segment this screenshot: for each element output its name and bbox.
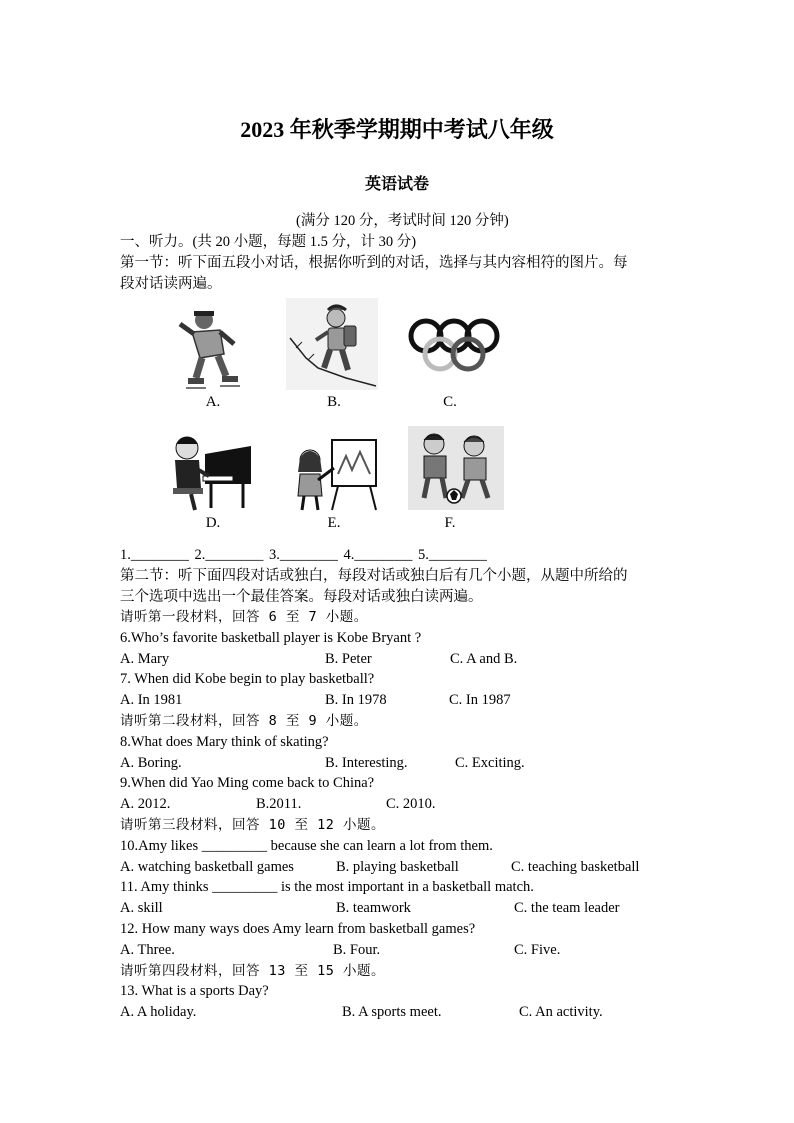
part1-instruction-line2: 段对话读两遍。 [120, 276, 222, 292]
question-text: 10.Amy likes _________ because she can learn a lot from them. [120, 838, 493, 854]
option-a: A. watching basketball games [120, 859, 294, 875]
exam-title: 2023 年秋季学期期中考试八年级 [240, 117, 554, 142]
option-b: B. Peter [325, 651, 372, 667]
picture-label-d: D. [205, 515, 221, 531]
option-b: B. Four. [333, 942, 381, 958]
option-c: C. 2010. [386, 796, 436, 812]
question-text: 13. What is a sports Day? [120, 983, 269, 999]
option-a: A. Mary [120, 651, 170, 667]
question-text: 6.Who’s favorite basketball player is Kobe Bryant ? [120, 630, 422, 646]
option-b: B. In 1978 [325, 692, 387, 708]
option-b: B. Interesting. [325, 755, 408, 771]
option-b: B. A sports meet. [342, 1004, 442, 1020]
skater-icon [164, 302, 256, 394]
exam-info: (满分 120 分，考试时间 120 分钟) [296, 213, 509, 229]
listening-note: 请听第三段材料，回答 10 至 12 小题。 [120, 817, 386, 833]
part2-instruction-line1: 第二节：听下面四段对话或独白，每段对话或独白后有几个小题，从题中所给的 [120, 568, 628, 584]
option-a: A. A holiday. [120, 1004, 197, 1020]
question-text: 8.What does Mary think of skating? [120, 734, 329, 750]
option-c: C. In 1987 [449, 692, 511, 708]
option-c: C. Exciting. [455, 755, 525, 771]
option-c: C. A and B. [450, 651, 518, 667]
part1-instruction-line1: 第一节：听下面五段小对话，根据你听到的对话，选择与其内容相符的图片。每 [120, 255, 628, 271]
hiker-icon [286, 298, 378, 390]
picture-label-a: A. [205, 394, 221, 410]
picture-label-f: F. [444, 515, 456, 531]
pianist-icon [165, 424, 253, 512]
section-header: 一、听力。(共 20 小题，每题 1.5 分，计 30 分) [120, 234, 417, 250]
listening-note: 请听第四段材料，回答 13 至 15 小题。 [120, 963, 386, 979]
option-b: B.2011. [256, 796, 302, 812]
olympic-rings-icon [404, 306, 504, 380]
option-a: A. Three. [120, 942, 175, 958]
listening-note: 请听第一段材料，回答 6 至 7 小题。 [120, 609, 368, 625]
option-c: C. the team leader [514, 900, 620, 916]
option-b: B. teamwork [336, 900, 411, 916]
option-c: C. Five. [514, 942, 561, 958]
listening-note: 请听第二段材料，回答 8 至 9 小题。 [120, 713, 368, 729]
question-text: 9.When did Yao Ming come back to China? [120, 775, 375, 791]
question-text: 12. How many ways does Amy learn from basketball games? [120, 921, 476, 937]
option-b: B. playing basketball [336, 859, 459, 875]
option-a: A. skill [120, 900, 163, 916]
picture-label-c: C. [443, 394, 457, 410]
exam-subject: 英语试卷 [364, 176, 429, 193]
question-text: 7. When did Kobe begin to play basketball? [120, 671, 375, 687]
answer-blanks: 1.________ 2.________ 3.________ 4.________ 5.________ [120, 547, 487, 563]
part2-instruction-line2: 三个选项中选出一个最佳答案。每段对话或独白读两遍。 [120, 589, 483, 605]
soccer-boys-icon [408, 426, 504, 510]
option-c: C. teaching basketball [511, 859, 640, 875]
option-c: C. An activity. [519, 1004, 603, 1020]
picture-label-b: B. [327, 394, 341, 410]
question-text: 11. Amy thinks _________ is the most important in a basketball match. [120, 879, 534, 895]
option-a: A. 2012. [120, 796, 171, 812]
option-a: A. Boring. [120, 755, 182, 771]
picture-label-e: E. [327, 515, 341, 531]
option-a: A. In 1981 [120, 692, 183, 708]
girl-painting-icon [288, 434, 380, 512]
